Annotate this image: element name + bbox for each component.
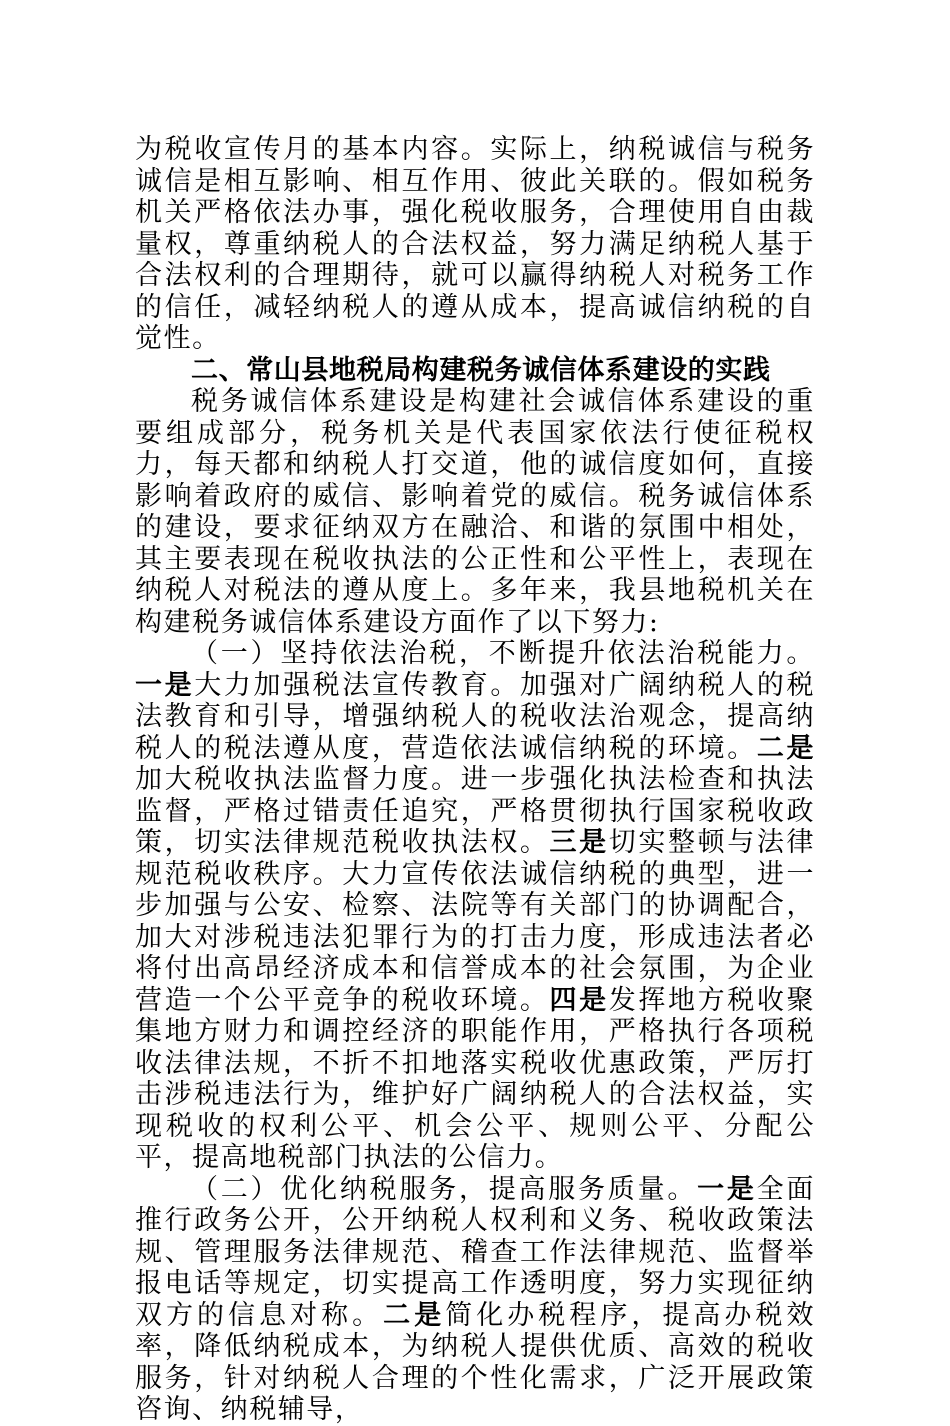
point-text: 大力加强税法宣传教育。加强对广阔纳税人的税法教育和引导，增强纳税人的税收法治观念，提高纳税人的税法遵从度，营造依法诚信纳税的环境。 [135,669,815,764]
subsection-two-title: （二）优化纳税服务，提高服务质量。 [191,1173,698,1205]
point-marker: 二是 [756,732,815,764]
point-text: 简化办税程序，提高办税效率，降低纳税成本，为纳税人提供优质、高效的税收服务，针对纳税人合理的个性化需求，广泛开展政策咨询、纳税辅导， [135,1299,815,1425]
point-marker: 四是 [549,984,609,1016]
point-text: 全面推行政务公开，公开纳税人权利和义务、税收政策法规、管理服务法律规范、稽查工作法律规范、监督举报电话等规定，切实提高工作透明度，努力实现征纳双方的信息对称。 [135,1173,815,1331]
section-heading: 二、常山县地税局构建税务诚信体系建设的实践 [191,354,771,386]
paragraph-intro: 为税收宣传月的基本内容。实际上，纳税诚信与税务诚信是相互影响、相互作用、彼此关联的。假如税务机关严格依法办事，强化税收服务，合理使用自由裁量权，尊重纳税人的合法权益，努力满足纳税人基于合法权利的合理期待，就可以赢得纳税人对税务工作的信任，减轻纳税人的遵从成本，提高诚信纳税的自觉性。 [135,134,815,354]
point-marker: 一是 [135,669,195,701]
document-page [135,134,815,1426]
point-text: 加大税收执法监督力度。进一步强化执法检查和执法监督，严格过错责任追究，严格贯彻执行国家税收政策，切实法律规范税收执法权。 [135,764,815,858]
point-marker: 二是 [383,1299,446,1331]
subsection-one [135,638,815,1174]
point-marker: 一是 [697,1173,757,1205]
point-text: 发挥地方税收聚集地方财力和调控经济的职能作用，严格执行各项税收法律法规，不折不扣地落实税收优惠政策，严厉打击涉税违法行为，维护好广阔纳税人的合法权益，实现税收的权利公平、机会公平、规则公平、分配公平，提高地税部门执法的公信力。 [135,984,815,1173]
paragraph-body: 税务诚信体系建设是构建社会诚信体系建设的重要组成部分，税务机关是代表国家依法行使征税权力，每天都和纳税人打交道，他的诚信度如何，直接影响着政府的威信、影响着党的威信。税务诚信体系的建设，要求征纳双方在融洽、和谐的氛围中相处，其主要表现在税收执法的公正性和公平性上，表现在纳税人对税法的遵从度上。多年来，我县地税机关在构建税务诚信体系建设方面作了以下努力: [135,386,815,638]
subsection-one-title: （一）坚持依法治税，不断提升依法治税能力。 [191,638,815,669]
point-text: 切实整顿与法律规范税收秩序。大力宣传依法诚信纳税的典型，进一步加强与公安、检察、法院等有关部门的协调配合，加大对涉税违法犯罪行为的打击力度，形成违法者必将付出高昂经济成本和信誉成本的社会氛围，为企业营造一个公平竞争的税收环境。 [135,827,815,1016]
subsection-two [135,1174,815,1426]
point-marker: 三是 [549,827,609,858]
